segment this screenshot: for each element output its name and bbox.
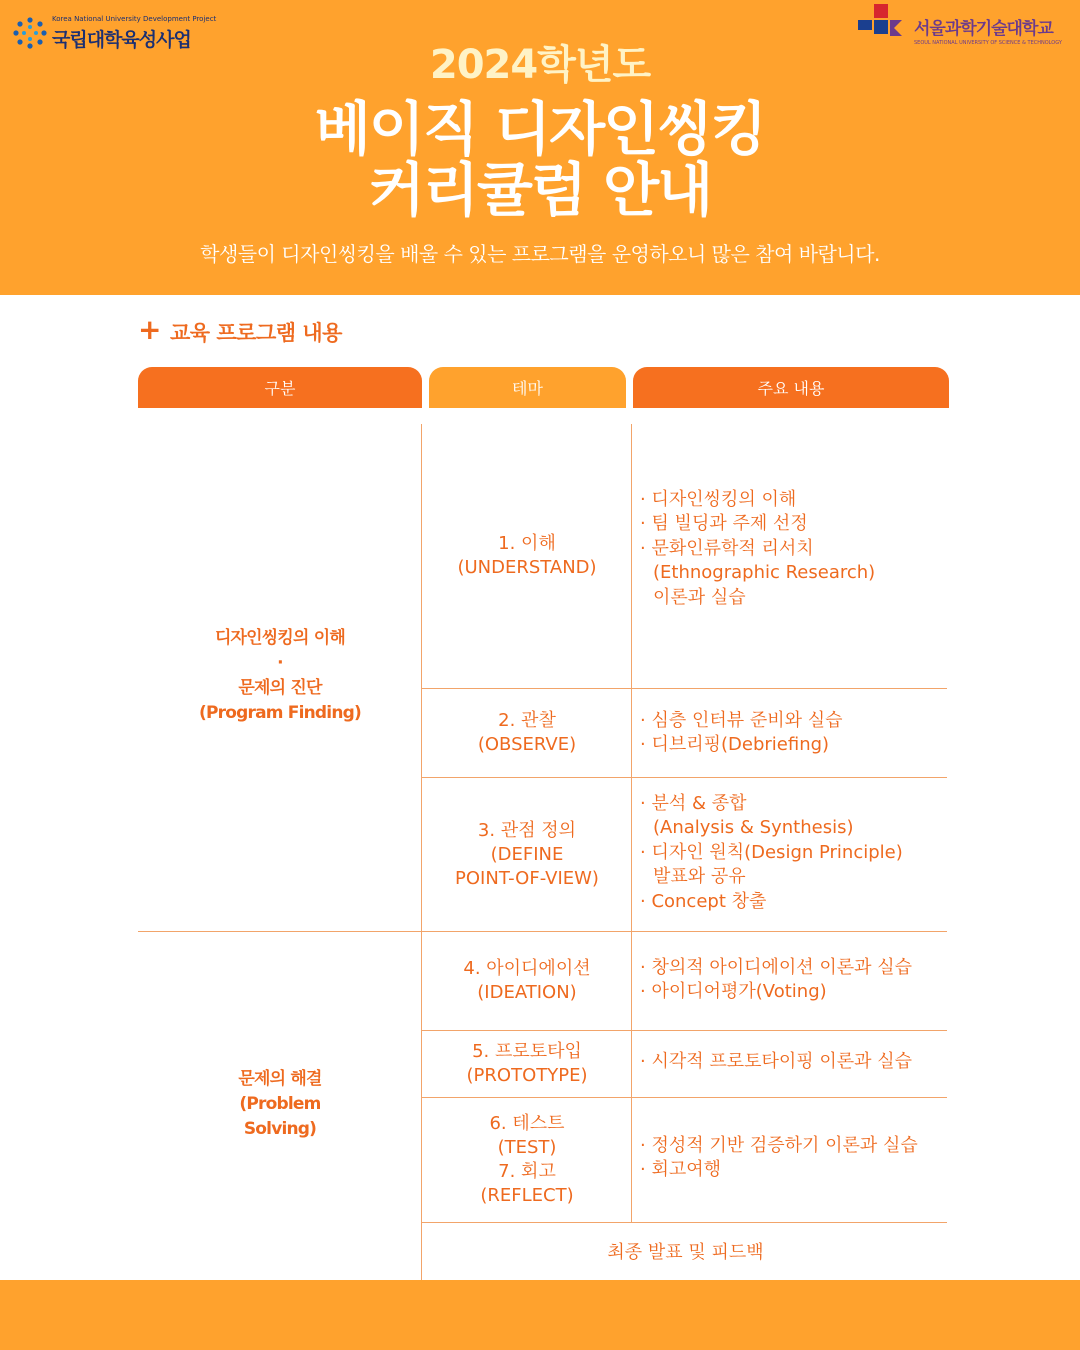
theme-line: 6. 테스트 <box>489 1113 565 1134</box>
logo-small-text: Korea National University Development Project <box>52 15 217 23</box>
theme-line: (DEFINE <box>490 843 564 865</box>
content-line: · 분석 & 종합 <box>640 792 747 814</box>
category-line: · <box>277 653 283 673</box>
logo-name: 국립대학육성사업 <box>52 29 191 51</box>
content-line: (Analysis & Synthesis) <box>653 817 854 839</box>
column-header-theme: 테마 <box>429 367 626 408</box>
content-line: · 디브리핑(Debriefing) <box>640 734 830 755</box>
page-title-line1: 베이직 디자인씽킹 <box>314 95 766 163</box>
content-cell-ideation <box>640 932 945 1028</box>
content-cell-understand <box>640 425 945 673</box>
column-header-content: 주요 내용 <box>633 367 949 408</box>
theme-cell-observe <box>423 689 631 777</box>
footer-band <box>0 1280 1080 1350</box>
content-cell-test-reflect <box>640 1098 945 1218</box>
content-line: · 창의적 아이디에이션 이론과 실습 <box>640 956 913 978</box>
category-line: (Problem <box>239 1094 321 1114</box>
theme-cell-understand <box>423 425 631 687</box>
page-subtitle: 학생들이 디자인씽킹을 배울 수 있는 프로그램을 운영하오니 많은 참여 바랍니다. <box>200 242 880 266</box>
content-line: · 아이디어평가(Voting) <box>640 981 827 1002</box>
seoultech-name: 서울과학기술대학교 <box>914 19 1053 39</box>
divider-vertical <box>421 424 422 1280</box>
content-line: · 심층 인터뷰 준비와 실습 <box>640 709 843 731</box>
theme-cell-ideation <box>423 932 631 1030</box>
theme-line: (TEST) <box>497 1137 557 1158</box>
category-line: 문제의 진단 <box>238 678 322 698</box>
content-line: · 문화인류학적 리서치 <box>640 537 814 559</box>
category-line: Solving) <box>243 1119 317 1139</box>
category-line: (Program Finding) <box>199 703 361 723</box>
content-cell-prototype <box>640 1031 945 1093</box>
content-line: · 정성적 기반 검증하기 이론과 실습 <box>640 1134 918 1156</box>
theme-line: 3. 관점 정의 <box>477 819 577 841</box>
content-cell-observe <box>640 689 945 777</box>
theme-cell-prototype <box>423 1031 631 1097</box>
theme-cell-test-reflect <box>423 1098 631 1222</box>
divider-vertical <box>631 424 632 1223</box>
content-line: · Concept 창출 <box>640 890 767 912</box>
page-title-line2: 커리큘럼 안내 <box>368 156 712 224</box>
content-line: 이론과 실습 <box>653 586 746 608</box>
theme-line: 2. 관찰 <box>498 710 556 731</box>
category-line: 문제의 해결 <box>238 1069 322 1089</box>
content-line: · 디자인씽킹의 이해 <box>640 488 797 510</box>
content-line: · 회고여행 <box>640 1159 721 1180</box>
category-cell-solving <box>140 1067 420 1142</box>
theme-line: 5. 프로토타입 <box>472 1041 582 1062</box>
theme-line: 7. 회고 <box>498 1161 556 1182</box>
category-line: 디자인씽킹의 이해 <box>214 628 346 648</box>
content-line: 발표와 공유 <box>653 866 746 888</box>
theme-line: 1. 이해 <box>498 533 556 554</box>
column-header-category: 구분 <box>138 367 422 408</box>
content-line: (Ethnographic Research) <box>653 562 876 584</box>
theme-cell-define <box>423 778 631 931</box>
plus-icon: + <box>138 313 162 346</box>
seoultech-english-name: SEOUL NATIONAL UNIVERSITY OF SCIENCE & TECHNOLOGY <box>914 40 1062 46</box>
theme-line: (IDEATION) <box>477 982 577 1003</box>
content-line: · 팀 빌딩과 주제 선정 <box>640 513 808 535</box>
theme-line: POINT-OF-VIEW) <box>455 867 599 889</box>
content-cell-define <box>640 778 945 928</box>
content-line: · 디자인 원칙(Design Principle) <box>640 841 903 863</box>
theme-line: 4. 아이디에이션 <box>463 958 591 979</box>
header-banner <box>0 0 1080 295</box>
theme-line: (UNDERSTAND) <box>457 557 597 578</box>
section-title: 교육 프로그램 내용 <box>170 321 342 345</box>
theme-line: (REFLECT) <box>480 1185 574 1206</box>
content-line: · 시각적 프로토타이핑 이론과 실습 <box>640 1050 913 1072</box>
theme-line: (PROTOTYPE) <box>466 1065 588 1086</box>
category-cell-diagnosis <box>140 626 420 726</box>
theme-line: (OBSERVE) <box>477 734 577 755</box>
final-presentation-cell: 최종 발표 및 피드백 <box>607 1242 764 1263</box>
academic-year: 2024학년도 <box>429 42 651 88</box>
